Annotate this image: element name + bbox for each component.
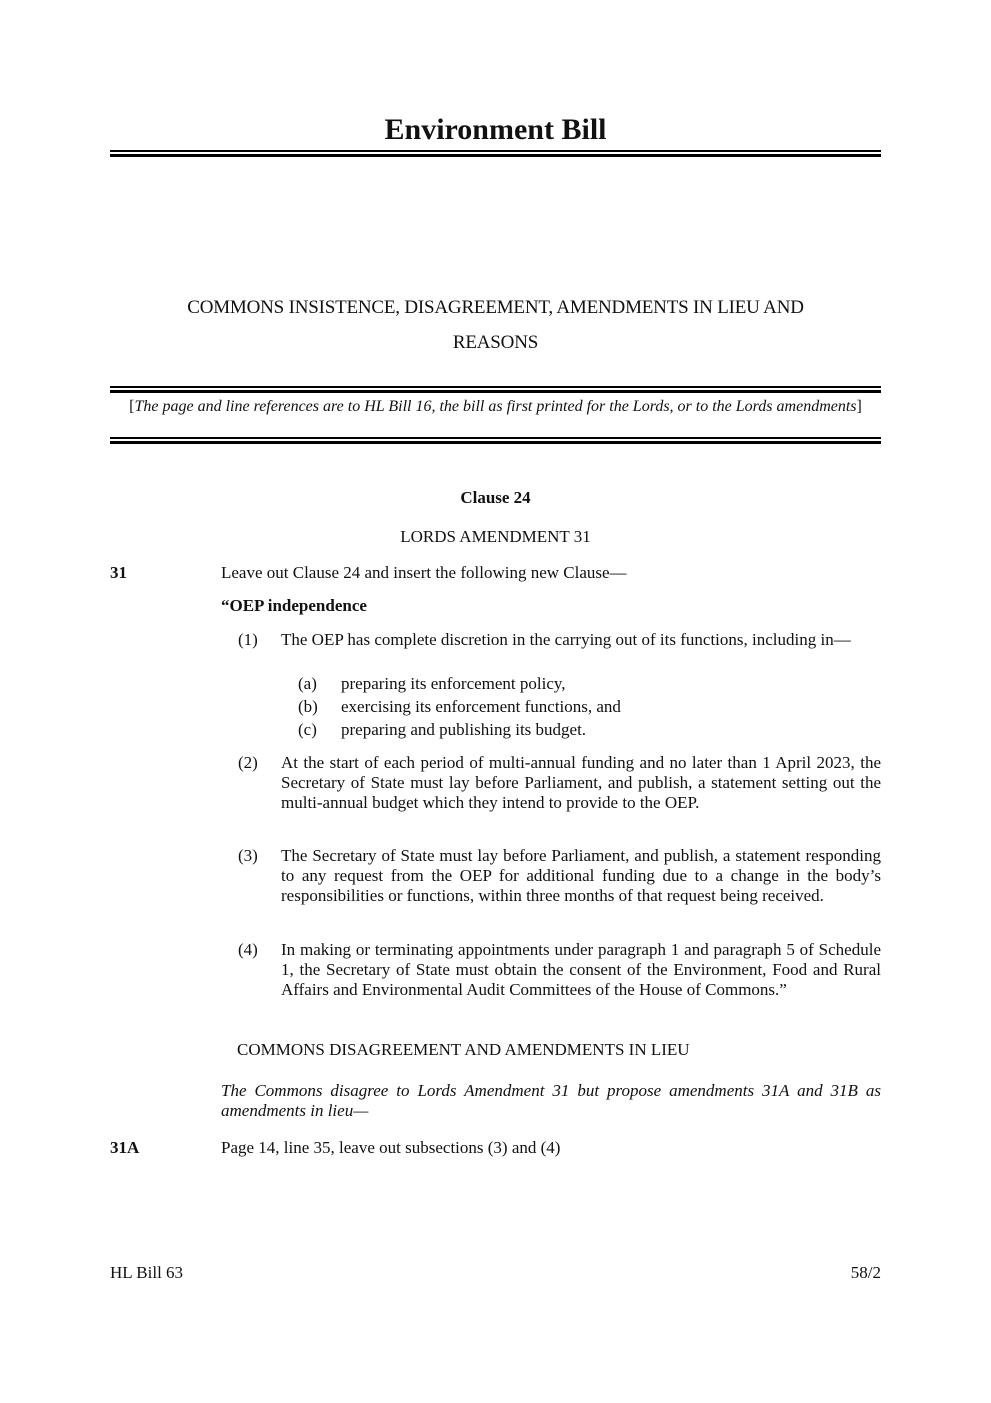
lords-amendment-title: LORDS AMENDMENT 31 [400,527,591,546]
subsection-1 [238,630,881,650]
note-text: The page and line references are to HL Bill 16, the bill as first printed for the Lords, or to the Lords amendments [134,398,857,415]
paragraph-text: exercising its enforcement functions, and [341,697,621,716]
subsection-3 [238,846,881,906]
paragraph-c [298,718,881,741]
new-clause-heading: “OEP independence [221,596,367,615]
amendment-instruction: Leave out Clause 24 and insert the following new Clause— [221,563,627,582]
subsection-2 [238,753,881,813]
document-title: Environment Bill [384,113,607,146]
note-close-bracket: ] [856,398,862,415]
document-heading [110,290,881,360]
subsection-text: The Secretary of State must lay before Parliament, and publish, a statement responding to any request from the OEP for additional funding due to a change in the body’s responsibilities or functions, within three months of that request being received. [281,846,881,905]
paragraph-a [298,672,881,695]
commons-motion: The Commons disagree to Lords Amendment 31 but propose amendments 31A and 31B as amendments in lieu— [221,1081,881,1120]
amendment-number: 31 [110,563,127,582]
note-open-bracket: [ [129,398,135,415]
paragraph-label: (a) [298,674,317,693]
subsection-4 [238,940,881,1000]
heading-line-1: COMMONS INSISTENCE, DISAGREEMENT, AMENDMENTS IN LIEU AND [187,297,804,318]
subsection-label: (1) [238,630,258,649]
amendment-31a-text: Page 14, line 35, leave out subsections (3) and (4) [221,1138,561,1157]
commons-section-title: COMMONS DISAGREEMENT AND AMENDMENTS IN LIEU [237,1040,690,1059]
clause-title: Clause 24 [460,488,531,507]
note-bottom-rule [110,437,881,444]
paragraph-text: preparing and publishing its budget. [341,720,587,739]
title-double-rule [110,150,881,157]
footer-page-reference: 58/2 [850,1263,881,1282]
paragraph-text: preparing its enforcement policy, [341,674,566,693]
heading-line-2: REASONS [452,332,539,353]
subsection-text: In making or terminating appointments under paragraph 1 and paragraph 5 of Schedule 1, the Secretary of State must obtain the consent of the Environment, Food and Rural Affairs and Environmental Audit Committees of the House of Commons.” [281,940,881,999]
subsection-label: (4) [238,940,258,959]
paragraph-label: (c) [298,720,317,739]
subsection-text: At the start of each period of multi-annual funding and no later than 1 April 2023, the Secretary of State must lay before Parliament, and publish, a statement setting out the multi-annual budget which they intend to provide to the OEP. [281,753,881,812]
note-top-rule [110,386,881,393]
subsection-label: (3) [238,846,258,865]
subsection-label: (2) [238,753,258,772]
paragraph-label: (b) [298,697,318,716]
paragraph-b [298,695,881,718]
footer-bill-number: HL Bill 63 [110,1263,184,1282]
amendment-number-31a: 31A [110,1138,140,1157]
subsection-text: The OEP has complete discretion in the carrying out of its functions, including in— [281,630,851,649]
reference-note [110,397,881,416]
